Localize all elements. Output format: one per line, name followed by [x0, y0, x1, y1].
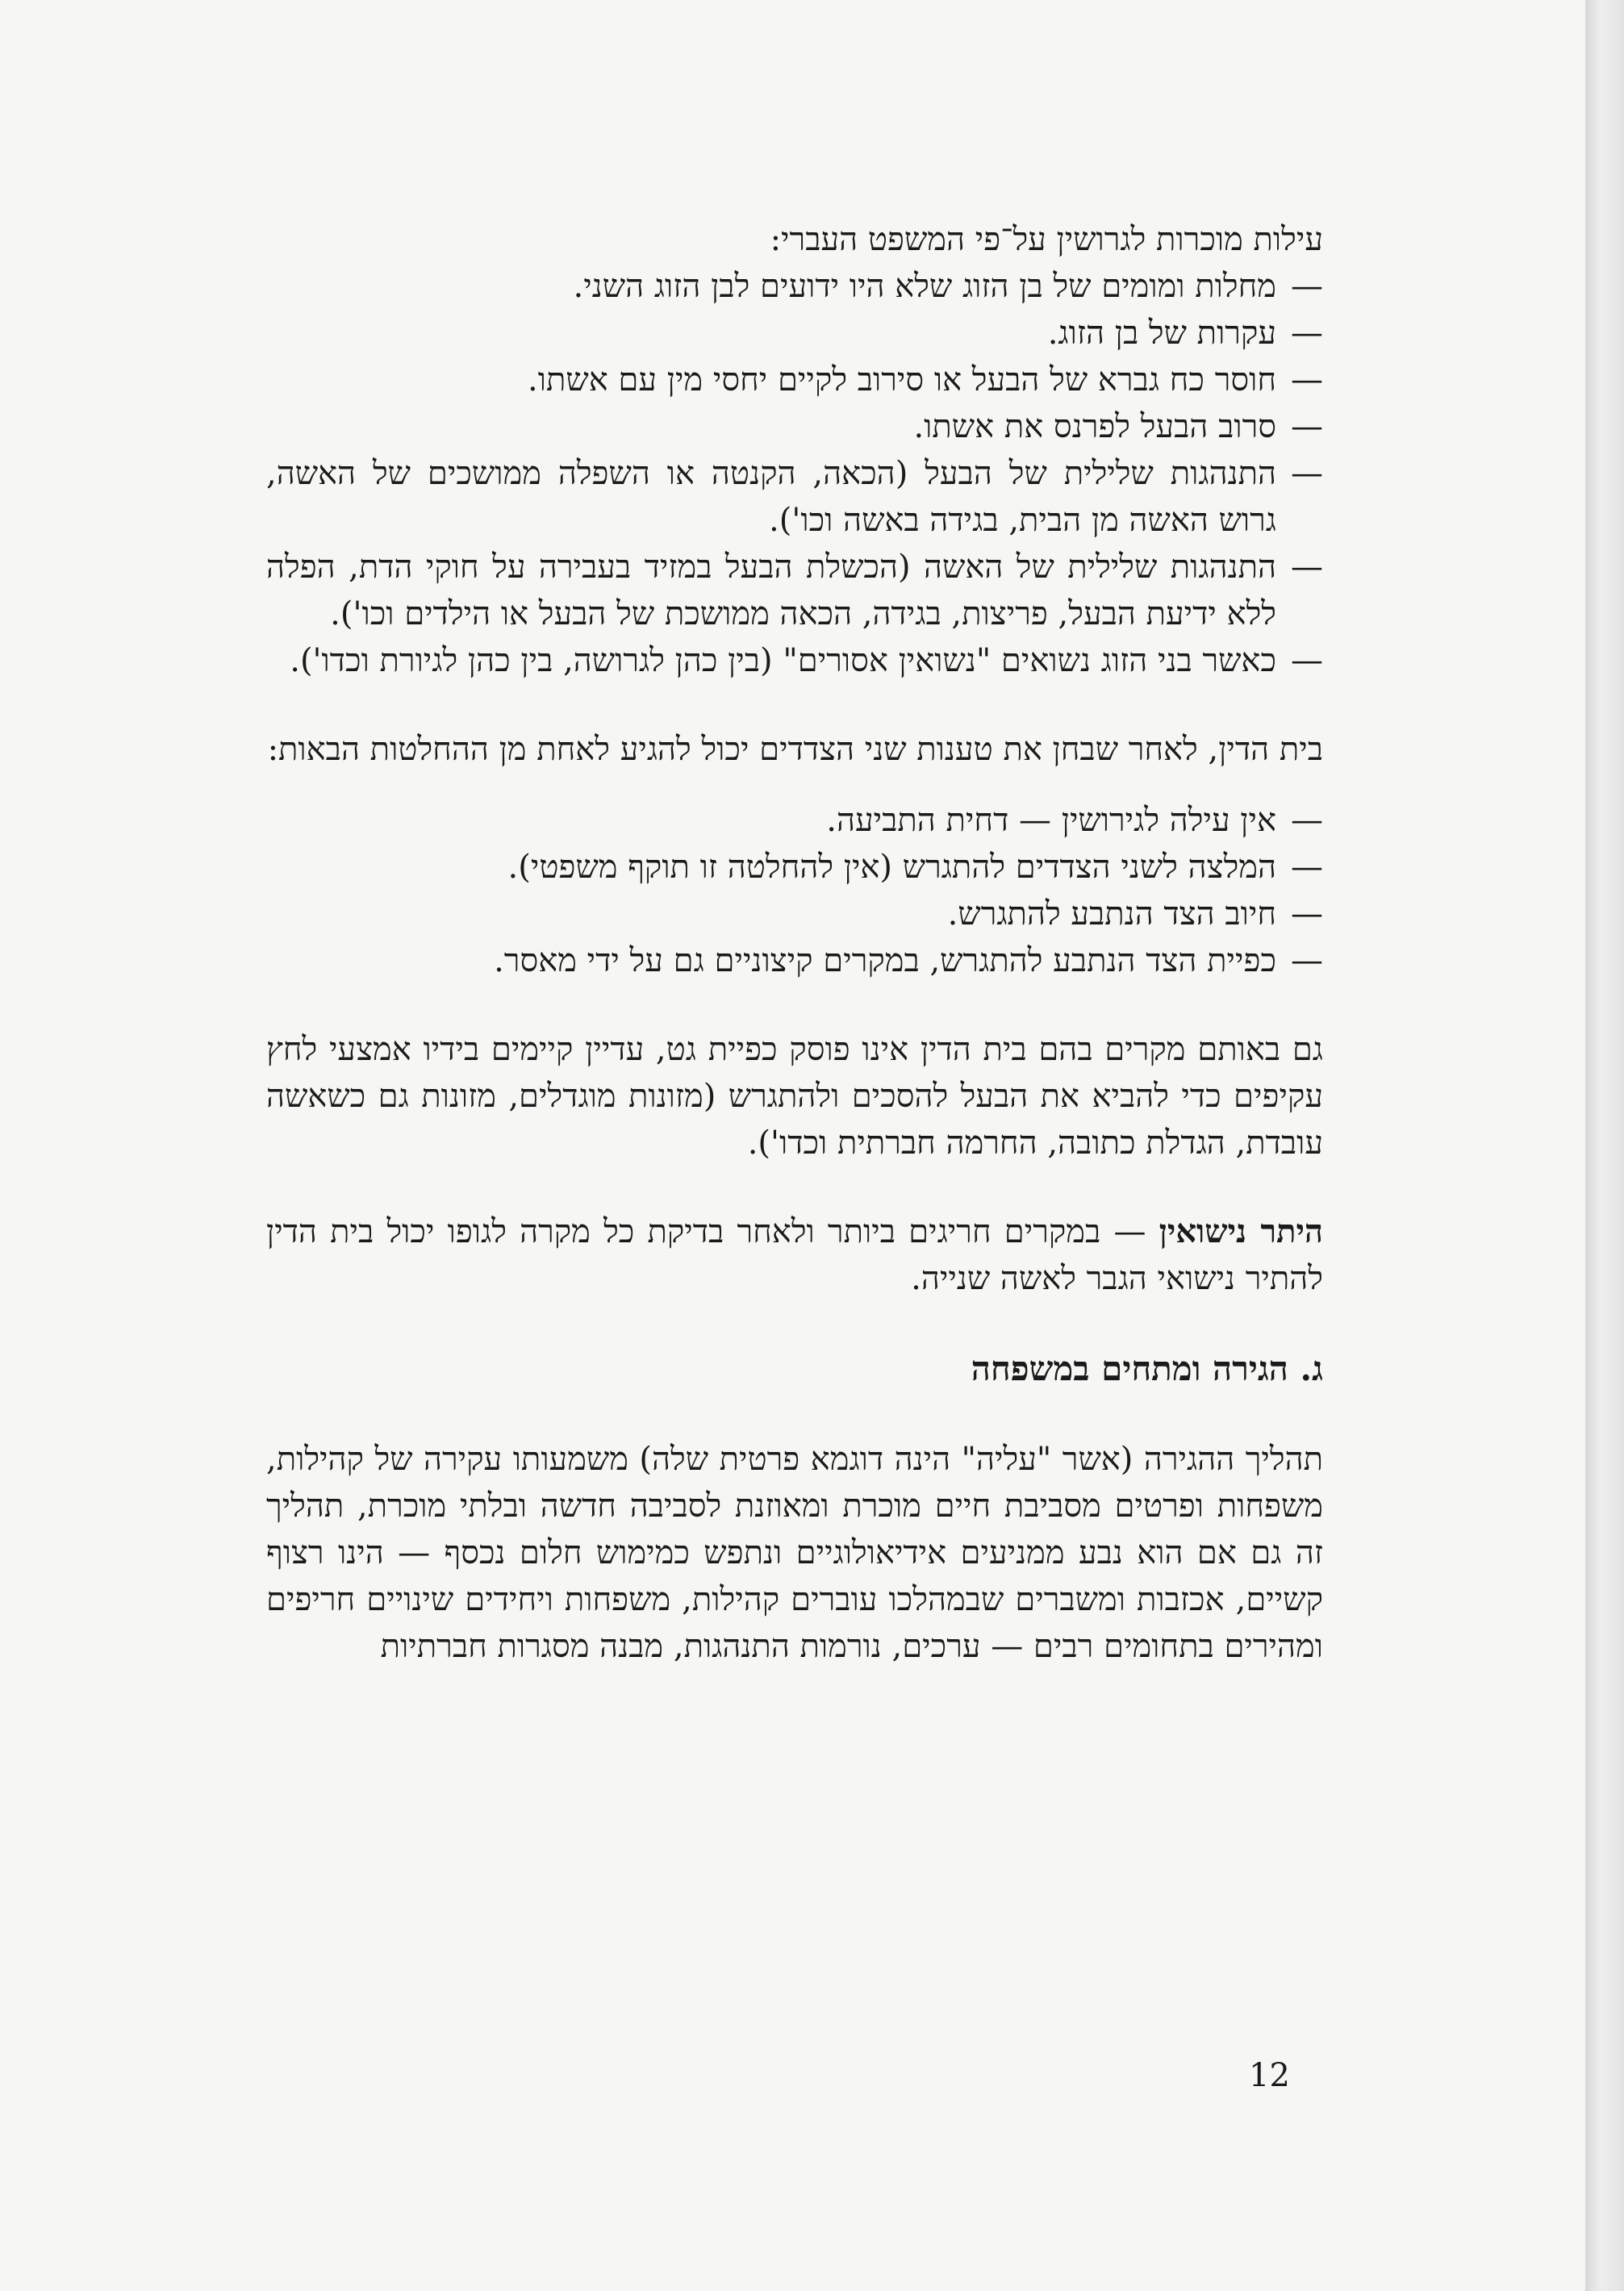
paragraph-pressure: גם באותם מקרים בהם בית הדין אינו פוסק כפיית גט, עדיין קיימים בידיו אמצעי לחץ עקיפים כדי להביא את הבעל להסכים ולהתגרש (מזונות מוגדלים, מזונות גם כשאשה עובדת, הגדלת כתובה, החרמה חברתית וכדו'). — [266, 1031, 1323, 1162]
list-item: — התנהגות שלילית של האשה (הכשלת הבעל במזיד בעבירה על חוקי הדת, הפלה ללא ידיעת הבעל, פריצות, בגידה, הכאה ממושכת של הבעל או הילדים וכו'). — [266, 544, 1323, 637]
paragraph-migration: תהליך ההגירה (אשר "עליה" הינה דוגמא פרטית שלה) משמעותו עקירה של קהילות, משפחות ופרטים מסביבת חיים מוכרת ומאוזנת לסביבה חדשה ובלתי מוכרת, תהליך זה גם אם הוא נבע ממניעים אידיאולוגיים ונתפש כמימוש חלום נכסף — הינו רצוף קשיים, אכזבות ומשברים שבמהלכו עוברים קהילות, משפחות ויחידים שינויים חריפים ומהירים בתחומים רבים — ערכים, נורמות התנהגות, מבנה מסגרות חברתיות — [266, 1441, 1324, 1665]
paragraph-text: — במקרים חריגים ביותר ולאחר בדיקת כל מקרה לגופו יכול בית הדין להתיר נישואי הגבר לאשה שנייה. — [266, 1213, 1323, 1297]
list-item: — אין עילה לגירושין — דחית התביעה. — [266, 797, 1323, 844]
section-heading: ג. הגירה ומתחים במשפחה — [971, 1349, 1323, 1388]
list-item: — חוסר כח גברא של הבעל או סירוב לקיים יחסי מין עם אשתו. — [266, 357, 1323, 403]
page-content — [266, 216, 1323, 1712]
decisions-list — [266, 797, 1323, 984]
list-item: — מחלות ומומים של בן הזוג שלא היו ידועים לבן הזוג השני. — [266, 263, 1323, 310]
page-number: 12 — [1249, 2057, 1290, 2094]
page-edge — [1585, 0, 1624, 2291]
list-item: — המלצה לשני הצדדים להתגרש (אין להחלטה זו תוקף משפטי). — [266, 844, 1323, 891]
grounds-intro: עילות מוכרות לגרושין על־פי המשפט העברי: — [770, 221, 1323, 258]
list-item: — סרוב הבעל לפרנס את אשתו. — [266, 403, 1323, 450]
list-item: — כאשר בני הזוג נשואים "נשואין אסורים" (בין כהן לגרושה, בין כהן לגיורת וכדו'). — [266, 637, 1323, 684]
list-item: — חיוב הצד הנתבע להתגרש. — [266, 891, 1323, 937]
decisions-intro: בית הדין, לאחר שבחן את טענות שני הצדדים יכול להגיע לאחת מן ההחלטות הבאות: — [267, 731, 1323, 768]
list-item: — התנהגות שלילית של הבעל (הכאה, הקנטה או השפלה ממושכים של האשה, גרוש האשה מן הבית, בגידה באשה וכו'). — [266, 450, 1323, 544]
list-item: — כפיית הצד הנתבע להתגרש, במקרים קיצוניים גם על ידי מאסר. — [266, 937, 1323, 984]
paragraph-lead: היתר נישואין — [1159, 1212, 1323, 1250]
grounds-list — [266, 263, 1323, 684]
paragraph-marriage-permit — [266, 1208, 1323, 1302]
list-item: — עקרות של בן הזוג. — [266, 310, 1323, 357]
